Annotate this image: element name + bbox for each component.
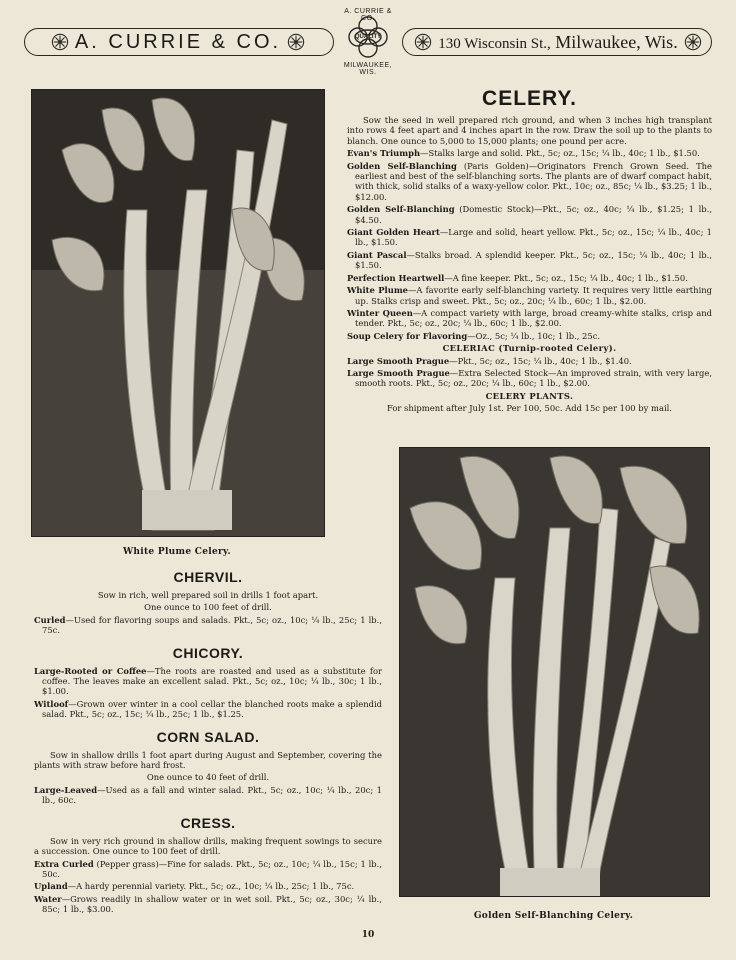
- quality-seal: [338, 6, 398, 76]
- item-text: —A fine keeper. Pkt., 5c; oz., 15c; ¼ lb., 40c; 1 lb., $1.50.: [444, 272, 688, 283]
- celery-plants-heading: CELERY PLANTS.: [485, 390, 574, 401]
- item-name: Large-Leaved: [34, 784, 98, 795]
- list-item: [347, 227, 712, 248]
- header-address-banner: [402, 28, 712, 56]
- list-item: [34, 615, 382, 636]
- photo-caption: White Plume Celery.: [122, 547, 231, 557]
- item-name: Evan's Triumph: [347, 148, 421, 159]
- list-item: [34, 666, 382, 697]
- item-text: —Extra Selected Stock—An improved strain, with very large, smooth roots. Pkt., 5c; oz., 20c; ¼ lb., 60c; 1 lb., $2.00.: [355, 367, 713, 389]
- company-address: [438, 32, 677, 53]
- item-text: (Paris Golden)—Originators French Grown Seed. The earliest and best of the self-blanching sorts. The plants are of dwarf compact habit, with thick, solid stalks of a waxy-yellow color. Pkt., 10c; oz., 85c; ¼ lb., $3.25; 1 lb., $12.00.: [355, 160, 713, 202]
- item-text: —Used as a fall and winter salad. Pkt., 5c; oz., 10c; ¼ lb., 20c; 1 lb., 60c.: [42, 784, 382, 806]
- item-name: Giant Golden Heart: [347, 227, 440, 238]
- list-item: [34, 859, 382, 880]
- header-company-banner: [24, 28, 334, 56]
- seal-top-text: A. CURRIE & CO.: [344, 8, 392, 22]
- item-name: Winter Queen: [347, 307, 413, 318]
- list-item: [347, 273, 712, 283]
- item-text: —The roots are roasted and used as a substitute for coffee. The leaves make an excellent salad. Pkt., 5c; oz., 10c; ¼ lb., 30c; 1 lb., $1.00.: [42, 665, 382, 697]
- section-title-corn-salad: CORN SALAD.: [156, 728, 260, 745]
- item-text: —Grows readily in shallow water or in wet soil. Pkt., 5c; oz., 30c; ¼ lb., 85c; 1 lb., $3.00.: [42, 893, 382, 915]
- section-title-chervil: CHERVIL.: [173, 569, 243, 585]
- item-text: —A favorite early self-blanching variety. It requires very little earthing up. Stalks crisp and sweet. Pkt., 5c; oz., 20c; ¼ lb., 60c; 1 lb., $2.00.: [355, 285, 712, 306]
- list-item: [347, 161, 712, 203]
- list-item: [347, 308, 712, 329]
- item-text: —Grown over winter in a cool cellar the blanched roots make a splendid salad. Pkt., 5c; oz., 15c; ¼ lb., 25c; 1 lb., $1.25.: [42, 698, 382, 720]
- item-text: —Oz., 5c; ¼ lb., 10c; 1 lb., 25c.: [467, 330, 601, 341]
- list-item: [34, 894, 382, 915]
- address-street: 130 Wisconsin St.,: [438, 35, 551, 52]
- chervil-rate: One ounce to 100 feet of drill.: [144, 602, 272, 613]
- item-name: Soup Celery for Flavoring: [347, 330, 468, 341]
- item-name: Golden Self-Blanching: [347, 160, 457, 171]
- section-title-chicory: CHICORY.: [172, 644, 244, 661]
- rosette-ornament-icon: [414, 33, 432, 51]
- item-text: —Stalks large and solid. Pkt., 5c; oz., 15c; ¼ lb., 40c; 1 lb., $1.50.: [420, 148, 700, 159]
- item-name: Giant Pascal: [347, 249, 407, 260]
- celery-intro: Sow the seed in well prepared rich ground, and when 3 inches high transplant into rows 4 feet apart and 4 inches apart in the row. Draw the soil up to the plants to blanch. One ounce to 5,000 to 15,000 plants; one pound per acre.: [347, 115, 712, 146]
- list-item: [347, 368, 712, 389]
- address-city: Milwaukee, Wis.: [555, 31, 678, 52]
- celery-section: [347, 86, 712, 414]
- item-text: —Pkt., 5c; oz., 15c; ¼ lb., 40c; 1 lb., $1.40.: [449, 355, 632, 366]
- list-item: [347, 148, 712, 158]
- section-title-celery: CELERY.: [482, 87, 577, 110]
- corn-salad-intro: Sow in shallow drills 1 foot apart during August and September, covering the plants with straw before hard frost.: [34, 749, 382, 771]
- list-item: [347, 331, 712, 341]
- section-title-cress: CRESS.: [180, 814, 236, 831]
- list-item: [34, 699, 382, 720]
- cress-intro: Sow in very rich ground in shallow drills, making frequent sowings to secure a succession. One ounce to 100 feet of drill.: [34, 835, 382, 857]
- list-item: [347, 204, 712, 225]
- item-name: Golden Self-Blanching: [347, 204, 455, 215]
- company-name: A. CURRIE & CO.: [74, 30, 282, 53]
- photo-caption: Golden Self-Blanching Celery.: [473, 911, 634, 921]
- item-text: —A hardy perennial variety. Pkt., 5c; oz., 10c; ¼ lb., 25c; 1 lb., 75c.: [67, 881, 355, 892]
- list-item: [34, 881, 382, 891]
- list-item: [347, 356, 712, 366]
- item-name: Witloof: [34, 698, 69, 709]
- item-text: —Used for flavoring soups and salads. Pkt., 5c; oz., 10c; ¼ lb., 25c; 1 lb., 75c.: [42, 614, 382, 636]
- white-plume-celery-photo: [31, 89, 325, 537]
- item-text: (Pepper grass)—Fine for salads. Pkt., 5c; oz., 10c; ¼ lb., 15c; 1 lb., 50c.: [42, 858, 382, 879]
- list-item: [347, 285, 712, 306]
- list-item: [34, 785, 382, 806]
- item-name: Extra Curled: [34, 858, 94, 869]
- celery-plants-note: For shipment after July 1st. Per 100, 50c. Add 15c per 100 by mail.: [387, 403, 672, 414]
- seal-bottom-text: MILWAUKEE, WIS.: [343, 62, 393, 76]
- celeriac-heading: CELERIAC (Turnip-rooted Celery).: [442, 343, 617, 354]
- item-name: Perfection Heartwell: [347, 272, 445, 283]
- item-name: Curled: [34, 614, 66, 625]
- item-name: White Plume: [347, 285, 409, 296]
- item-text: (Domestic Stock)—Pkt., 5c; oz., 40c; ¼ lb., $1.25; 1 lb., $4.50.: [355, 204, 712, 225]
- item-name: Large Smooth Prague: [347, 355, 450, 366]
- rosette-ornament-icon: [287, 33, 305, 51]
- item-name: Water: [34, 893, 62, 904]
- herbs-section: [34, 568, 382, 917]
- list-item: [347, 250, 712, 271]
- item-name: Large-Rooted or Coffee: [34, 665, 147, 676]
- chervil-intro: Sow in rich, well prepared soil in drills 1 foot apart.: [97, 590, 319, 600]
- item-text: —Large and solid, heart yellow. Pkt., 5c; oz., 15c; ¼ lb., 40c; 1 lb., $1.50.: [355, 227, 712, 248]
- item-text: —Stalks broad. A splendid keeper. Pkt., 5c; oz., 15c; ¼ lb., 40c; 1 lb., $1.50.: [355, 249, 712, 271]
- item-name: Large Smooth Prague: [347, 367, 450, 378]
- item-name: Upland: [34, 881, 68, 892]
- seal-center-text: QUALITY: [354, 34, 382, 40]
- page-number: 10: [361, 930, 375, 940]
- rosette-ornament-icon: [684, 33, 702, 51]
- corn-salad-rate: One ounce to 40 feet of drill.: [146, 772, 270, 783]
- rosette-ornament-icon: [51, 33, 69, 51]
- golden-self-blanching-celery-photo: [399, 447, 710, 897]
- item-text: —A compact variety with large, broad creamy-white stalks, crisp and tender. Pkt., 5c; oz., 20c; ¼ lb., 60c; 1 lb., $2.00.: [355, 307, 713, 329]
